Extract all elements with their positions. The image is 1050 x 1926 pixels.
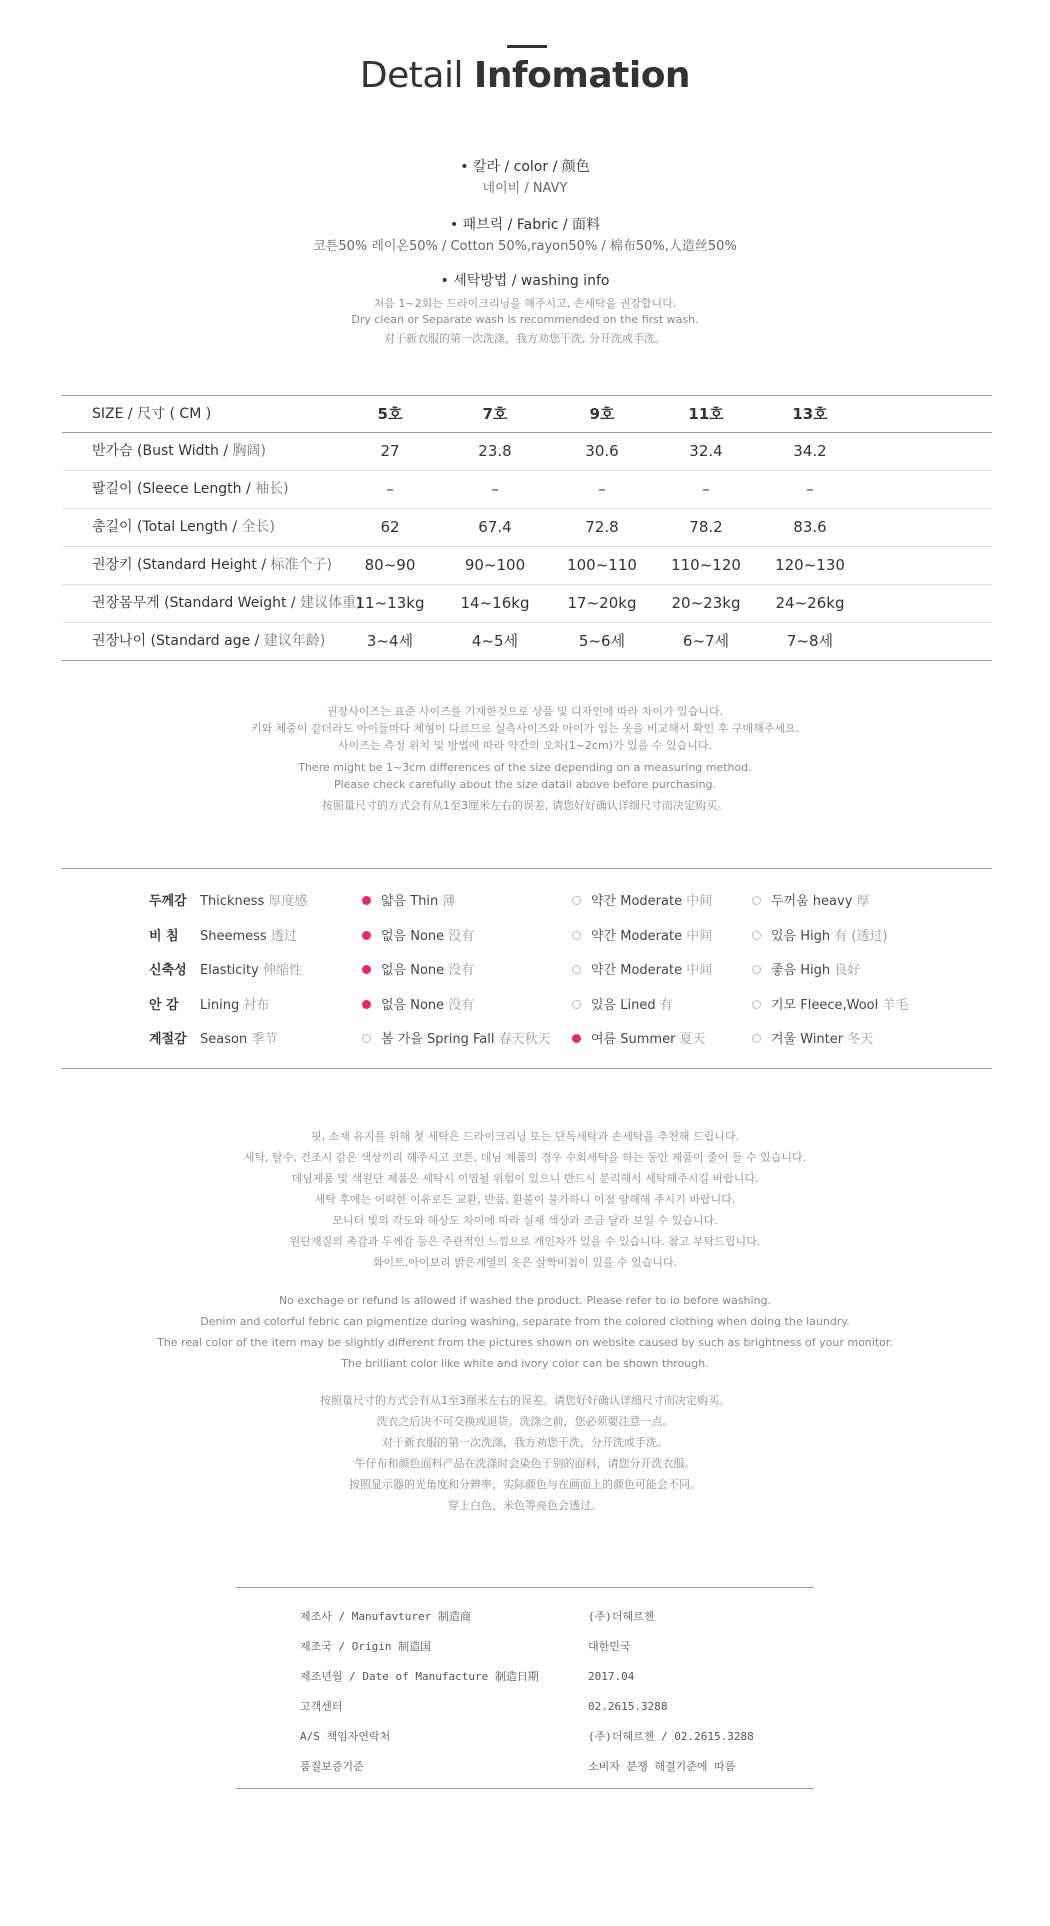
table-cell: 27 xyxy=(380,442,400,460)
washing-line: Dry clean or Separate wash is recommended on the first wash. xyxy=(351,313,699,326)
attribute-key: 계절감 xyxy=(149,1032,187,1047)
manufacturer-value: (주)더헤르첸 / 02.2615.3288 xyxy=(588,1730,754,1743)
manufacturer-key: 제조국 / Origin 制造国 xyxy=(300,1640,432,1653)
size-table xyxy=(62,395,992,661)
size-column-header: 11호 xyxy=(688,405,724,423)
manufacturer-value: 소비자 분쟁 해결기준에 따름 xyxy=(588,1760,736,1773)
attribute-label: Thickness 厚度感 xyxy=(200,894,308,909)
size-note: 권장사이즈는 표준 사이즈를 기재한것으로 상품 및 디자인에 따라 차이가 있습니다. xyxy=(326,705,724,718)
care-note: 원단재질의 촉감과 두께감 등은 주관적인 느낌으로 개인차가 있을 수 있습니다. 참고 부탁드립니다. xyxy=(289,1235,761,1248)
table-cell: – xyxy=(806,480,814,498)
row-label: 팔길이 (Sleece Length / 袖长) xyxy=(92,481,289,497)
manufacturer-row xyxy=(236,1692,814,1722)
care-note: 按照量尺寸的方式会有从1至3厘米左右的误差。请您好好确认详细尺寸而决定购买。 xyxy=(320,1394,730,1407)
care-note: 데님제품 및 색원단 제품은 세탁시 이염될 위험이 있으니 반드시 분리해서 세탁해주시길 바랍니다. xyxy=(291,1172,759,1185)
attribute-row xyxy=(62,954,992,988)
table-cell: 67.4 xyxy=(478,518,512,536)
color-heading: • 칼라 / color / 颜色 xyxy=(460,159,590,175)
row-label: 권장키 (Standard Height / 标准个子) xyxy=(92,557,332,573)
attribute-row xyxy=(62,1023,992,1057)
table-row xyxy=(62,547,992,585)
attribute-option: 없음 None 没有 xyxy=(362,989,474,1023)
table-cell: 32.4 xyxy=(689,442,723,460)
page-title: Detail Infomation xyxy=(359,55,691,96)
attribute-key: 안 감 xyxy=(149,997,179,1013)
manufacturer-key: 제조사 / Manufavturer 制造商 xyxy=(300,1610,471,1623)
table-cell: 90~100 xyxy=(464,556,526,574)
manufacturer-value: 대한민국 xyxy=(588,1640,631,1653)
attribute-option: 약간 Moderate 中间 xyxy=(572,954,712,988)
selected-dot-icon xyxy=(362,965,371,974)
manufacturer-value: (주)더헤르첸 xyxy=(588,1610,655,1623)
table-cell: 30.6 xyxy=(585,442,619,460)
table-cell: 5~6세 xyxy=(578,632,626,650)
table-cell: 110~120 xyxy=(671,556,741,574)
table-cell: 11~13kg xyxy=(355,594,425,612)
care-note: 핏, 소재 유지를 위해 첫 세탁은 드라이크리닝 또는 단독세탁과 손세탁을 추천해 드립니다. xyxy=(311,1130,739,1143)
manufacturer-row xyxy=(236,1752,814,1782)
attribute-option: 없음 None 没有 xyxy=(362,954,474,988)
care-note: No exchage or refund is allowed if washed the product. Please refer to io before washing. xyxy=(278,1294,772,1307)
table-cell: 20~23kg xyxy=(671,594,741,612)
manufacturer-row xyxy=(236,1662,814,1692)
table-row xyxy=(62,433,992,471)
manufacturer-value: 2017.04 xyxy=(588,1670,635,1683)
manufacturer-row xyxy=(236,1602,814,1632)
unselected-dot-icon xyxy=(362,1034,371,1043)
table-cell: 4~5세 xyxy=(471,632,519,650)
unselected-dot-icon xyxy=(572,931,581,940)
manufacturer-row xyxy=(236,1722,814,1752)
size-column-header: 5호 xyxy=(377,405,403,423)
manufacturer-key: 품질보증기준 xyxy=(300,1760,364,1773)
washing-heading: • 세탁방법 / washing info xyxy=(440,273,610,289)
washing-line: 처음 1~2회는 드라이크리닝을 해주시고, 손세탁을 권장합니다. xyxy=(373,297,677,310)
attribute-option: 겨울 Winter 冬天 xyxy=(752,1023,873,1057)
attribute-label: Season 季节 xyxy=(200,1032,278,1047)
care-note: The real color of the item may be slightly different from the pictures shown on website caused by such as brightness of your monitor. xyxy=(157,1336,893,1349)
table-cell: 34.2 xyxy=(793,442,827,460)
table-cell: 120~130 xyxy=(775,556,845,574)
care-note: 화이트,아이보리 밝은계열의 옷은 살짝비침이 있을 수 있습니다. xyxy=(372,1256,678,1269)
care-note: 모니터 빛의 각도와 해상도 차이에 따라 실제 색상과 조금 달라 보일 수 있습니다. xyxy=(332,1214,718,1227)
selected-dot-icon xyxy=(362,1000,371,1009)
size-table-header xyxy=(62,396,992,433)
table-cell: 24~26kg xyxy=(775,594,845,612)
unselected-dot-icon xyxy=(752,965,761,974)
size-note: 按照量尺寸的方式会有从1至3厘米左右的误差, 请您好好确认详细尺寸而决定购买。 xyxy=(322,799,728,812)
manufacturer-key: 제조년월 / Date of Manufacture 制造日期 xyxy=(300,1670,539,1683)
table-row xyxy=(62,509,992,547)
unselected-dot-icon xyxy=(752,896,761,905)
size-note: Please check carefully about the size datail above before purchasing. xyxy=(333,778,717,791)
manufacturer-table xyxy=(236,1587,814,1789)
care-note: 세탁 후에는 어떠한 이유로든 교환, 반품, 환불이 불가하니 이점 양해해 주시기 바랍니다. xyxy=(314,1193,736,1206)
table-cell: – xyxy=(386,480,394,498)
table-cell: 83.6 xyxy=(793,518,827,536)
attribute-option: 좋음 High 良好 xyxy=(752,954,860,988)
table-row xyxy=(62,623,992,660)
fabric-heading: • 패브릭 / Fabric / 面料 xyxy=(449,217,601,233)
selected-dot-icon xyxy=(572,1034,581,1043)
table-cell: 23.8 xyxy=(478,442,512,460)
attribute-option: 두꺼움 heavy 厚 xyxy=(752,885,870,919)
unselected-dot-icon xyxy=(572,965,581,974)
color-value: 네이비 / NAVY xyxy=(482,181,568,196)
table-cell: 7~8세 xyxy=(786,632,834,650)
manufacturer-row xyxy=(236,1632,814,1662)
table-cell: 80~90 xyxy=(364,556,416,574)
unselected-dot-icon xyxy=(752,1000,761,1009)
unselected-dot-icon xyxy=(752,1034,761,1043)
manufacturer-key: 고객센터 xyxy=(300,1700,343,1713)
attribute-option: 약간 Moderate 中间 xyxy=(572,920,712,954)
care-note: 穿上白色、米色等亮色会透过。 xyxy=(448,1499,602,1512)
size-column-header: 7호 xyxy=(482,405,508,423)
table-cell: 6~7세 xyxy=(682,632,730,650)
table-cell: 17~20kg xyxy=(567,594,637,612)
attribute-key: 두께감 xyxy=(149,894,187,909)
attribute-row xyxy=(62,885,992,919)
table-cell: 78.2 xyxy=(689,518,723,536)
fabric-attributes-table xyxy=(62,868,992,1069)
size-header-label: SIZE / 尺寸 ( CM ) xyxy=(92,406,212,422)
table-cell: – xyxy=(491,480,499,498)
size-note: 키와 체중이 같더라도 아이들마다 체형이 다르므로 실측사이즈와 아이가 입는 옷을 비교해서 확인 후 구매해주세요. xyxy=(250,722,800,735)
size-column-header: 13호 xyxy=(792,405,828,423)
size-note: There might be 1~3cm differences of the size depending on a measuring method. xyxy=(298,761,752,774)
selected-dot-icon xyxy=(362,896,371,905)
washing-line: 对于新衣服的第一次洗涤，我方劝您干洗, 分开洗或手洗。 xyxy=(384,332,666,345)
attribute-row xyxy=(62,920,992,954)
care-note: 按照显示器的光角度和分辨率，实际颜色与在画面上的颜色可能会不同。 xyxy=(349,1478,701,1491)
attribute-key: 신축성 xyxy=(149,963,187,978)
attribute-label: Lining 衬布 xyxy=(200,997,270,1013)
attribute-key: 비 침 xyxy=(149,928,179,944)
care-note: The brilliant color like white and ivory color can be shown through. xyxy=(341,1357,709,1370)
attribute-option: 여름 Summer 夏天 xyxy=(572,1023,706,1057)
row-label: 반가슴 (Bust Width / 胸阔) xyxy=(92,443,266,459)
table-row xyxy=(62,471,992,509)
row-label: 총길이 (Total Length / 全长) xyxy=(92,519,276,535)
care-note: 牛仔布和颜色面料产品在洗涤时会染色于别的面料，请您分开洗衣服。 xyxy=(354,1457,696,1470)
table-cell: 62 xyxy=(380,518,400,536)
attribute-option: 있음 High 有 (透过) xyxy=(752,920,888,954)
manufacturer-value: 02.2615.3288 xyxy=(588,1700,668,1713)
row-label: 권장몸무게 (Standard Weight / 建议体重) xyxy=(92,595,362,611)
table-cell: – xyxy=(598,480,606,498)
attribute-label: Sheemess 透过 xyxy=(200,928,297,944)
attribute-option: 봄 가을 Spring Fall 春天秋天 xyxy=(362,1023,551,1057)
fabric-value: 코튼50% 레이온50% / Cotton 50%,rayon50% / 棉布50%,人造丝50% xyxy=(313,239,737,254)
attribute-option: 약간 Moderate 中间 xyxy=(572,885,712,919)
attribute-option: 얇음 Thin 薄 xyxy=(362,885,455,919)
size-note: 사이즈는 측정 위치 및 방법에 따라 약간의 오차(1~2cm)가 있을 수 있습니다. xyxy=(338,739,712,752)
attribute-option: 없음 None 没有 xyxy=(362,920,474,954)
attribute-option: 있음 Lined 有 xyxy=(572,989,673,1023)
table-cell: 14~16kg xyxy=(460,594,530,612)
table-cell: 100~110 xyxy=(567,556,637,574)
unselected-dot-icon xyxy=(572,1000,581,1009)
care-note: Denim and colorful febric can pigmentize during washing, separate from the colored clothing when doing the laundry. xyxy=(200,1315,850,1328)
attribute-option: 기모 Fleece,Wool 羊毛 xyxy=(752,989,908,1023)
size-column-header: 9호 xyxy=(589,405,615,423)
attribute-label: Elasticity 伸缩性 xyxy=(200,963,302,978)
table-cell: – xyxy=(702,480,710,498)
attribute-row xyxy=(62,989,992,1023)
care-note: 洗衣之后决不可交换或退货。洗涤之前，您必须要注意一点。 xyxy=(376,1415,674,1428)
table-cell: 3~4세 xyxy=(366,632,414,650)
row-label: 권장나이 (Standard age / 建议年龄) xyxy=(92,633,326,649)
table-row xyxy=(62,585,992,623)
unselected-dot-icon xyxy=(752,931,761,940)
table-cell: 72.8 xyxy=(585,518,619,536)
care-note: 对于新衣服的第一次洗涤，我方劝您干洗，分开洗或手洗。 xyxy=(382,1436,668,1449)
manufacturer-key: A/S 책임자연락처 xyxy=(300,1730,391,1743)
care-note: 세탁, 탈수, 건조시 같은 색상끼리 해주시고 코튼, 데님 제품의 경우 수회세탁을 하는 동안 제품이 줄어 들 수 있습니다. xyxy=(243,1151,807,1164)
title-divider xyxy=(507,45,547,48)
selected-dot-icon xyxy=(362,931,371,940)
unselected-dot-icon xyxy=(572,896,581,905)
